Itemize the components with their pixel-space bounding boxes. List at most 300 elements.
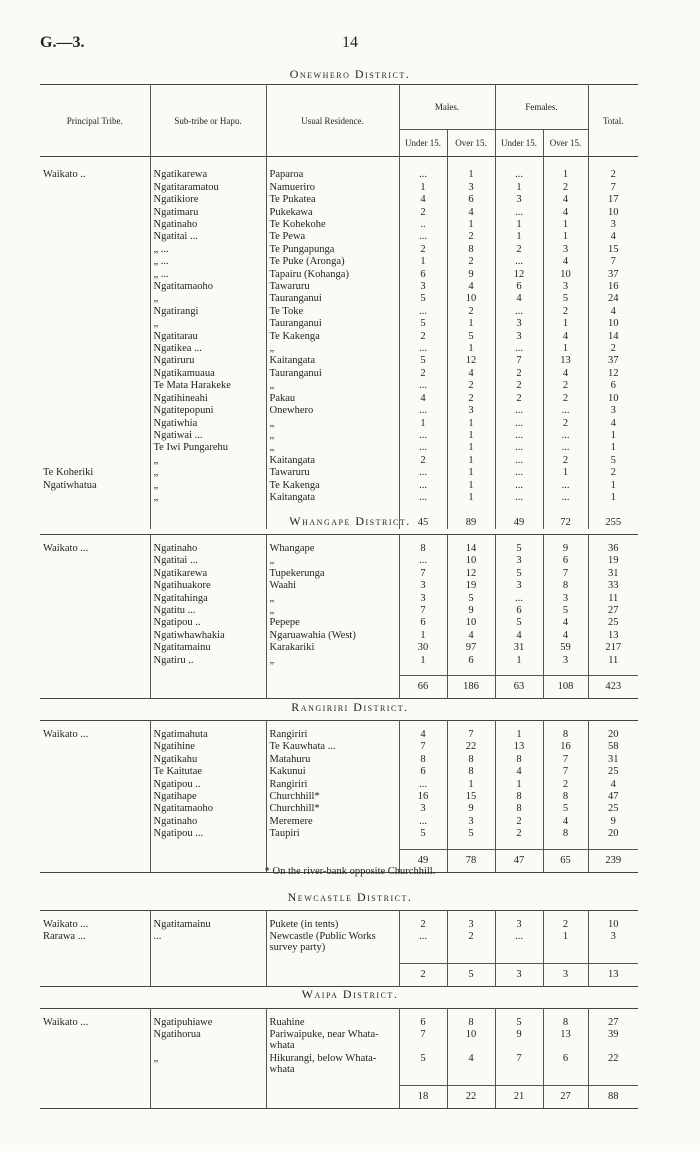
residence-cell: „ [266,605,399,617]
male-over-cell: 4 [447,368,495,380]
subtribe-cell: Ngatihine [150,741,266,753]
tribe-cell [40,318,150,330]
male-over-cell: 2 [447,380,495,392]
total-cell: 3 [588,405,638,417]
table-row [40,919,638,931]
male-under-cell: ... [399,430,447,442]
header-female-over: Over 15. [543,130,588,157]
total-cell: 47 [588,791,638,803]
total-cell: 31 [588,568,638,580]
female-under-cell: 1 [495,182,543,194]
female-over-cell: 1 [543,343,588,355]
female-under-cell: 1 [495,729,543,741]
total-cell: 2 [588,169,638,181]
male-over-cell: 6 [447,655,495,667]
male-over-cell: 14 [447,543,495,555]
residence-cell: Tapairu (Kohanga) [266,269,399,281]
table-row [40,269,638,281]
female-over-cell: 4 [543,630,588,642]
female-under-cell: 2 [495,828,543,840]
subtribe-cell: „ ... [150,256,266,268]
total-male-under-cell: 66 [399,676,447,699]
waipa-table [40,1008,638,1109]
table-row [40,480,638,492]
male-under-cell: 4 [399,729,447,741]
subtribe-cell: Ngatipou .. [150,779,266,791]
female-over-cell: 1 [543,231,588,243]
table-row [40,343,638,355]
total-total-cell: 255 [588,517,638,529]
total-cell: 7 [588,256,638,268]
female-under-cell: 8 [495,754,543,766]
male-over-cell: 10 [447,293,495,305]
female-under-cell: 3 [495,331,543,343]
subtribe-cell: „ [150,1053,266,1077]
table-row [40,219,638,231]
table-row [40,655,638,667]
female-under-cell: ... [495,480,543,492]
section-title-rangiriri: Rangiriri District. [291,700,409,714]
female-over-cell: 3 [543,281,588,293]
male-under-cell: 7 [399,605,447,617]
residence-cell: Taupiri [266,828,399,840]
male-under-cell: ... [399,405,447,417]
subtribe-cell: „ ... [150,244,266,256]
subtribe-cell: „ [150,480,266,492]
residence-cell: Meremere [266,816,399,828]
table-row [40,766,638,778]
female-under-cell: 5 [495,617,543,629]
female-over-cell: 4 [543,194,588,206]
male-under-cell: ... [399,816,447,828]
table-row [40,418,638,430]
page-number: 14 [342,34,358,51]
male-over-cell: 1 [447,430,495,442]
residence-cell: Matahuru [266,754,399,766]
residence-cell: Newcastle (Public Works survey party) [266,931,399,955]
male-under-cell: ... [399,343,447,355]
tribe-cell [40,655,150,667]
male-under-cell: 6 [399,269,447,281]
female-over-cell: 7 [543,568,588,580]
tribe-cell [40,442,150,454]
residence-cell: „ [266,442,399,454]
subtribe-cell: Ngatitepopuni [150,405,266,417]
total-cell: 4 [588,418,638,430]
table-row [40,393,638,405]
total-female-over-cell: 3 [543,964,588,987]
male-under-cell: 2 [399,919,447,931]
female-under-cell: 2 [495,393,543,405]
male-over-cell: 9 [447,605,495,617]
tribe-cell [40,418,150,430]
male-over-cell: 4 [447,630,495,642]
female-under-cell: 4 [495,630,543,642]
female-under-cell: ... [495,455,543,467]
table-row [40,617,638,629]
female-under-cell: ... [495,467,543,479]
tribe-cell: Waikato ... [43,919,89,930]
female-under-cell: ... [495,931,543,955]
female-under-cell: 4 [495,293,543,305]
table-row [40,169,638,181]
male-over-cell: 8 [447,754,495,766]
section-title-waipa: Waipa District. [301,987,399,1001]
section-title-newcastle: Newcastle District. [287,890,413,904]
male-under-cell: 16 [399,791,447,803]
female-under-cell: 1 [495,219,543,231]
section-title-onewhero: Onewhero District. [289,67,411,81]
subtribe-cell: Te Mata Harakeke [150,380,266,392]
male-over-cell: 1 [447,219,495,231]
female-over-cell: ... [543,430,588,442]
subtribe-cell: „ [150,455,266,467]
totals-row [40,964,638,987]
male-under-cell: 5 [399,293,447,305]
male-over-cell: 3 [447,182,495,194]
table-row [40,1053,638,1077]
total-total-cell: 88 [588,1086,638,1109]
total-cell: 10 [588,393,638,405]
female-under-cell: 8 [495,791,543,803]
subtribe-cell: Ngatitai ... [150,231,266,243]
female-under-cell: 1 [495,655,543,667]
table-row [40,642,638,654]
subtribe-cell: Ngatimaru [150,207,266,219]
subtribe-cell: Ngatitamaoho [150,803,266,815]
female-under-cell: 8 [495,803,543,815]
total-cell: 16 [588,281,638,293]
male-over-cell: 1 [447,343,495,355]
female-over-cell: 8 [543,1017,588,1029]
male-under-cell: ... [399,306,447,318]
female-over-cell: 2 [543,779,588,791]
female-under-cell: 7 [495,1053,543,1077]
total-cell: 39 [588,1029,638,1053]
spacer-row [40,535,638,544]
total-cell: 217 [588,642,638,654]
residence-cell: Te Toke [266,306,399,318]
spacer-row [40,157,638,170]
total-cell: 22 [588,1053,638,1077]
residence-cell: Te Kauwhata ... [266,741,399,753]
residence-cell: Kaitangata [266,455,399,467]
subtribe-cell: Ngatitaramatou [150,182,266,194]
female-over-cell: 7 [543,766,588,778]
female-under-cell: 6 [495,281,543,293]
male-under-cell: 8 [399,754,447,766]
total-cell: 33 [588,580,638,592]
tribe-cell [40,380,150,392]
total-cell: 1 [588,480,638,492]
male-over-cell: 12 [447,568,495,580]
tribe-cell [40,430,150,442]
male-over-cell: 1 [447,169,495,181]
subtribe-cell: ... [150,931,266,955]
total-cell: 7 [588,182,638,194]
tribe-cell [40,343,150,355]
header-total: Total. [588,85,638,157]
blank-cell [266,1086,399,1109]
residence-cell: „ [266,655,399,667]
table-row [40,256,638,268]
residence-cell: Churchhill* [266,803,399,815]
tribe-cell [40,219,150,231]
tribe-cell [40,593,150,605]
male-over-cell: 2 [447,931,495,955]
table-row [40,543,638,555]
male-under-cell: 4 [399,393,447,405]
table-row [40,630,638,642]
male-over-cell: 3 [447,919,495,931]
total-cell: 37 [588,269,638,281]
header-females: Females. [495,85,588,130]
male-over-cell: 2 [447,393,495,405]
female-over-cell: 8 [543,580,588,592]
residence-cell: Pepepe [266,617,399,629]
table-row [40,207,638,219]
male-under-cell: 1 [399,655,447,667]
residence-cell: Tauranganui [266,293,399,305]
blank-cell [150,1086,266,1109]
female-under-cell: 4 [495,766,543,778]
total-male-over-cell: 186 [447,676,495,699]
subtribe-cell: Ngatitai ... [150,555,266,567]
table-row [40,281,638,293]
residence-cell: Pukekawa [266,207,399,219]
header-residence: Usual Residence. [266,85,399,157]
tribe-cell: Waikato .. [43,169,86,181]
total-cell: 1 [588,442,638,454]
female-over-cell: 3 [543,593,588,605]
female-under-cell: 1 [495,231,543,243]
residence-cell: Tauranganui [266,318,399,330]
header-male-under: Under 15. [399,130,447,157]
tribe-cell: Rarawa ... [43,931,86,943]
female-over-cell: 2 [543,418,588,430]
table-row [40,828,638,840]
residence-cell: „ [266,555,399,567]
female-over-cell: 6 [543,555,588,567]
spacer-row [40,1077,638,1086]
header-males: Males. [399,85,495,130]
residence-cell: Te Kakenga [266,480,399,492]
tribe-cell [40,368,150,380]
totals-row [40,676,638,699]
total-cell: 25 [588,766,638,778]
female-over-cell: 3 [543,244,588,256]
total-cell: 9 [588,816,638,828]
female-under-cell: 1 [495,779,543,791]
residence-cell: „ [266,430,399,442]
total-cell: 12 [588,368,638,380]
tribe-cell: Te Koheriki [43,467,94,479]
female-over-cell: 4 [543,256,588,268]
total-cell: 2 [588,343,638,355]
female-over-cell: 7 [543,754,588,766]
total-female-over-cell: 65 [543,849,588,872]
table-row [40,455,638,467]
residence-cell: „ [266,380,399,392]
tribe-cell [40,741,150,753]
tribe-cell [40,779,150,791]
tribe-cell [40,555,150,567]
table-row [40,442,638,454]
male-under-cell: 2 [399,368,447,380]
table-row [40,1029,638,1053]
female-over-cell: 2 [543,919,588,931]
total-cell: 24 [588,293,638,305]
residence-cell: Te Kohekohe [266,219,399,231]
blank-cell [150,964,266,987]
spacer-row [40,721,638,730]
residence-cell: Te Kakenga [266,331,399,343]
tribe-cell [40,492,150,504]
male-under-cell: 3 [399,281,447,293]
male-over-cell: 4 [447,207,495,219]
female-over-cell: 2 [543,306,588,318]
tribe-cell: Waikato ... [43,543,89,554]
male-over-cell: 3 [447,816,495,828]
totals-row [40,1086,638,1109]
residence-cell: Hikurangi, below Whata-whata [266,1053,399,1077]
male-over-cell: 9 [447,803,495,815]
female-over-cell: ... [543,492,588,504]
female-under-cell: 31 [495,642,543,654]
spacer-row [40,1009,638,1018]
male-over-cell: 8 [447,1017,495,1029]
male-over-cell: 19 [447,580,495,592]
female-over-cell: 5 [543,605,588,617]
subtribe-cell: Te Kaitutae [150,766,266,778]
residence-cell: Rangiriri [266,779,399,791]
tribe-cell [40,269,150,281]
male-under-cell: ... [399,442,447,454]
total-female-under-cell: 49 [495,517,543,529]
blank-cell [266,964,399,987]
tribe-cell [40,355,150,367]
subtribe-cell: Ngatihape [150,791,266,803]
total-female-under-cell: 21 [495,1086,543,1109]
female-over-cell: 5 [543,803,588,815]
female-under-cell: ... [495,256,543,268]
residence-cell: Pariwaipuke, near Whata-whata [266,1029,399,1053]
female-under-cell: ... [495,430,543,442]
female-under-cell: ... [495,207,543,219]
table-row [40,580,638,592]
male-under-cell: 30 [399,642,447,654]
male-over-cell: 1 [447,318,495,330]
male-over-cell: 4 [447,1053,495,1077]
tribe-cell [40,256,150,268]
male-over-cell: 9 [447,269,495,281]
female-over-cell: 8 [543,791,588,803]
male-over-cell: 4 [447,281,495,293]
table-row [40,231,638,243]
subtribe-cell: Ngatiru .. [150,655,266,667]
total-cell: 25 [588,803,638,815]
total-male-under-cell: 49 [399,849,447,872]
blank-cell [266,676,399,699]
male-under-cell: 1 [399,418,447,430]
page-reference: G.—3. [40,34,85,51]
tribe-cell [40,455,150,467]
table-row [40,244,638,256]
male-under-cell: 7 [399,1029,447,1053]
male-over-cell: 2 [447,256,495,268]
total-cell: 19 [588,555,638,567]
subtribe-cell: Ngatiwai ... [150,430,266,442]
tribe-cell [40,568,150,580]
tribe-cell [40,405,150,417]
total-cell: 11 [588,593,638,605]
female-over-cell: 16 [543,741,588,753]
table-row [40,318,638,330]
total-female-under-cell: 3 [495,964,543,987]
male-over-cell: 5 [447,331,495,343]
female-over-cell: 1 [543,931,588,955]
tribe-cell: Ngatiwhatua [43,479,97,491]
blank-cell [150,676,266,699]
total-total-cell: 423 [588,676,638,699]
tribe-cell [40,293,150,305]
female-over-cell: 4 [543,331,588,343]
table-row [40,803,638,815]
residence-cell: Namueriro [266,182,399,194]
table-row [40,816,638,828]
female-over-cell: 2 [543,455,588,467]
total-cell: 20 [588,729,638,741]
total-male-over-cell: 78 [447,849,495,872]
female-under-cell: 12 [495,269,543,281]
subtribe-cell: Te Iwi Pungarehu [150,442,266,454]
female-under-cell: 13 [495,741,543,753]
tribe-cell [40,1053,150,1077]
table-row [40,194,638,206]
residence-cell: Tupekerunga [266,568,399,580]
table-row [40,605,638,617]
female-under-cell: 3 [495,580,543,592]
male-under-cell: ... [399,169,447,181]
female-under-cell: 9 [495,1029,543,1053]
newcastle-table [40,910,638,987]
female-under-cell: ... [495,593,543,605]
residence-cell: Te Pukatea [266,194,399,206]
male-under-cell: 4 [399,194,447,206]
subtribe-cell: Ngatinaho [150,543,266,555]
female-under-cell: 5 [495,1017,543,1029]
tribe-cell [40,630,150,642]
male-over-cell: 8 [447,766,495,778]
female-under-cell: 3 [495,318,543,330]
male-under-cell: 7 [399,741,447,753]
tribe-cell [40,1029,150,1053]
male-over-cell: 1 [447,779,495,791]
total-cell: 4 [588,306,638,318]
female-under-cell: 2 [495,816,543,828]
female-under-cell: ... [495,492,543,504]
tribe-cell [40,331,150,343]
residence-cell: Ngaruawahia (West) [266,630,399,642]
female-under-cell: 6 [495,605,543,617]
female-over-cell: 4 [543,368,588,380]
subtribe-cell: Ngatipuhiawe [150,1017,266,1029]
female-over-cell: 8 [543,828,588,840]
total-cell: 1 [588,430,638,442]
residence-cell: Kaitangata [266,492,399,504]
total-cell: 3 [588,931,638,955]
male-over-cell: 10 [447,1029,495,1053]
